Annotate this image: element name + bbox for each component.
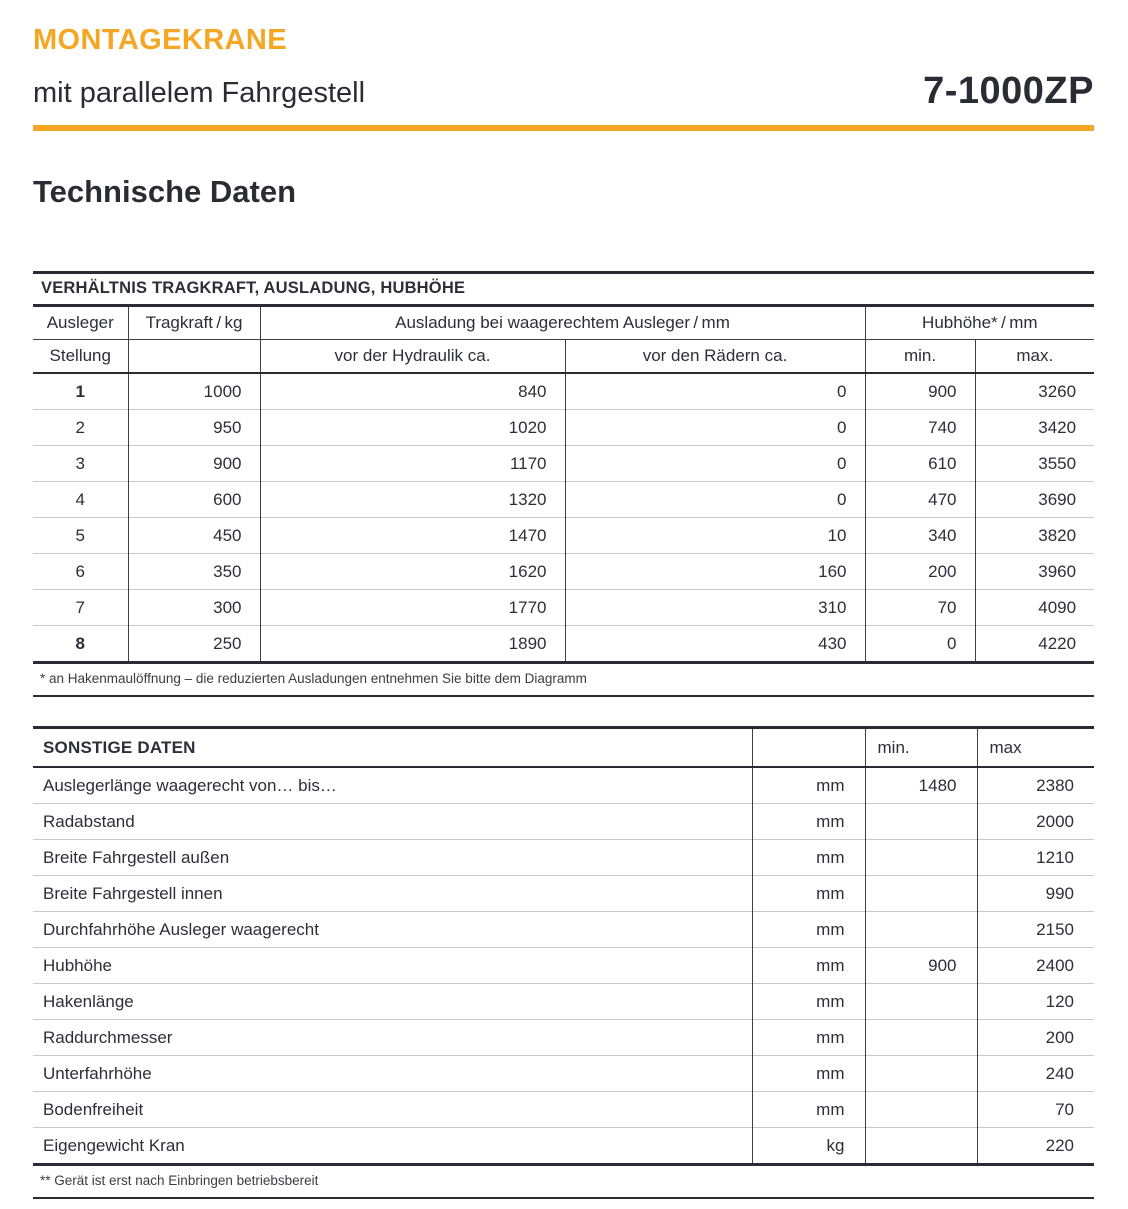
cell-tragkraft: 900: [128, 446, 260, 482]
col-header-empty: [128, 340, 260, 374]
cell-label: Auslegerlänge waagerecht von… bis…: [43, 775, 337, 795]
cell-label: Radabstand: [33, 804, 752, 840]
cell-label: Breite Fahrgestell außen: [33, 840, 752, 876]
cell-label: Raddurchmesser: [33, 1020, 752, 1056]
cell-min: [865, 1020, 977, 1056]
cell-min: [865, 1092, 977, 1128]
cell-unit: mm: [752, 948, 865, 984]
title-row: [33, 70, 1094, 113]
capacity-table-footnote: * an Hakenmaulöffnung – die reduzierten Ausladungen entnehmen Sie bitte dem Diagramm: [33, 664, 1094, 697]
cell-raeder: 0: [565, 373, 865, 410]
cell-raeder: 430: [565, 626, 865, 663]
cell-min: 610: [865, 446, 975, 482]
table-row: [33, 767, 1094, 804]
table-row: [33, 626, 1094, 663]
cell-unit: mm: [752, 1020, 865, 1056]
cell-stellung: 8: [33, 626, 128, 663]
col-header-max: max.: [975, 340, 1094, 374]
cell-label: Breite Fahrgestell innen: [33, 876, 752, 912]
cell-unit: mm: [752, 876, 865, 912]
table-row: [33, 446, 1094, 482]
product-subtitle: mit parallelem Fahrgestell: [33, 77, 366, 109]
cell-tragkraft: 950: [128, 410, 260, 446]
cell-min: 0: [865, 626, 975, 663]
cell-max: 120: [977, 984, 1094, 1020]
table-row: [33, 948, 1094, 984]
brand-title: MONTAGEKRANE: [33, 24, 287, 56]
col-header-min: min.: [865, 340, 975, 374]
cell-hydraulik: 1770: [260, 590, 565, 626]
cell-label: Unterfahrhöhe: [33, 1056, 752, 1092]
capacity-header-groups: [33, 306, 1094, 340]
cell-max: 990: [977, 876, 1094, 912]
col-header-unit-empty: [752, 728, 865, 768]
table-row: [33, 410, 1094, 446]
capacity-header-subs: [33, 340, 1094, 374]
cell-hydraulik: 840: [260, 373, 565, 410]
cell-min: [865, 1128, 977, 1165]
cell-raeder: 10: [565, 518, 865, 554]
table-row: [33, 912, 1094, 948]
cell-label: Hakenlänge: [33, 984, 752, 1020]
cell-max: 2000: [977, 804, 1094, 840]
cell-max: 4090: [975, 590, 1094, 626]
cell-unit: mm: [752, 1056, 865, 1092]
cell-max: 3420: [975, 410, 1094, 446]
cell-min: [865, 1056, 977, 1092]
cell-unit: mm: [752, 1092, 865, 1128]
cell-stellung: 2: [33, 410, 128, 446]
table-row: [33, 1128, 1094, 1165]
cell-raeder: 0: [565, 446, 865, 482]
table-row: [33, 482, 1094, 518]
col-header-hubhoehe: Hubhöhe* / mm: [865, 306, 1094, 340]
cell-stellung: 7: [33, 590, 128, 626]
cell-min: 1480: [865, 767, 977, 804]
table-row: [33, 590, 1094, 626]
cell-min: [865, 840, 977, 876]
cell-min: 740: [865, 410, 975, 446]
capacity-table-title: VERHÄLTNIS TRAGKRAFT, AUSLADUNG, HUBHÖHE: [33, 273, 1094, 306]
capacity-table-title-row: [33, 273, 1094, 306]
cell-min: 340: [865, 518, 975, 554]
cell-max: 3690: [975, 482, 1094, 518]
cell-raeder: 310: [565, 590, 865, 626]
cell-max: 240: [977, 1056, 1094, 1092]
table-row: [33, 1020, 1094, 1056]
cell-unit: mm: [752, 984, 865, 1020]
other-data-footnote: ** Gerät ist erst nach Einbringen betriebsbereit: [33, 1166, 1094, 1199]
cell-label: Eigengewicht Kran: [33, 1128, 752, 1165]
cell-unit: kg: [752, 1128, 865, 1165]
other-data-header-row: [33, 728, 1094, 768]
col-header-ausladung: Ausladung bei waagerechtem Ausleger / mm: [260, 306, 865, 340]
cell-raeder: 0: [565, 410, 865, 446]
cell-stellung: 6: [33, 554, 128, 590]
cell-max: 4220: [975, 626, 1094, 663]
cell-tragkraft: 300: [128, 590, 260, 626]
cell-label: Hubhöhe: [33, 948, 752, 984]
table-row: [33, 1092, 1094, 1128]
col-header-hydraulik: vor der Hydraulik ca.: [260, 340, 565, 374]
cell-stellung: 5: [33, 518, 128, 554]
table-row: [33, 373, 1094, 410]
col-header-min: min.: [865, 728, 977, 768]
col-header-raeder: vor den Rädern ca.: [565, 340, 865, 374]
table-row: [33, 1056, 1094, 1092]
cell-min: [865, 912, 977, 948]
cell-unit: mm: [752, 767, 865, 804]
cell-stellung: 3: [33, 446, 128, 482]
table-row: [33, 876, 1094, 912]
model-number: 7-1000ZP: [923, 70, 1094, 113]
cell-min: 900: [865, 948, 977, 984]
cell-unit: mm: [752, 840, 865, 876]
cell-unit: mm: [752, 912, 865, 948]
cell-max: 3550: [975, 446, 1094, 482]
cell-max: 1210: [977, 840, 1094, 876]
cell-max: 70: [977, 1092, 1094, 1128]
cell-min: 900: [865, 373, 975, 410]
col-header-max: max: [977, 728, 1094, 768]
table-row: [33, 554, 1094, 590]
cell-hydraulik: 1470: [260, 518, 565, 554]
cell-max: 3820: [975, 518, 1094, 554]
cell-min: 70: [865, 590, 975, 626]
cell-raeder: 160: [565, 554, 865, 590]
col-header-ausleger: Ausleger: [33, 306, 128, 340]
cell-min: [865, 984, 977, 1020]
cell-max: 2380: [977, 767, 1094, 804]
col-header-stellung: Stellung: [33, 340, 128, 374]
cell-stellung: 1: [75, 381, 85, 401]
cell-hydraulik: 1890: [260, 626, 565, 663]
cell-hydraulik: 1170: [260, 446, 565, 482]
cell-raeder: 0: [565, 482, 865, 518]
cell-hydraulik: 1620: [260, 554, 565, 590]
cell-tragkraft: 250: [128, 626, 260, 663]
datasheet-page: [0, 24, 1128, 1199]
table-row: [33, 518, 1094, 554]
cell-stellung: 4: [33, 482, 128, 518]
section-title: Technische Daten: [33, 174, 297, 210]
cell-max: 3960: [975, 554, 1094, 590]
cell-tragkraft: 450: [128, 518, 260, 554]
table-row: [33, 804, 1094, 840]
cell-hydraulik: 1020: [260, 410, 565, 446]
accent-divider: [33, 125, 1094, 131]
cell-min: 470: [865, 482, 975, 518]
cell-tragkraft: 350: [128, 554, 260, 590]
other-data-table: [33, 726, 1094, 1166]
cell-max: 200: [977, 1020, 1094, 1056]
table-row: [33, 840, 1094, 876]
cell-tragkraft: 600: [128, 482, 260, 518]
cell-label: Durchfahrhöhe Ausleger waagerecht: [33, 912, 752, 948]
table-row: [33, 984, 1094, 1020]
cell-min: 200: [865, 554, 975, 590]
cell-max: 2150: [977, 912, 1094, 948]
cell-label: Bodenfreiheit: [33, 1092, 752, 1128]
capacity-table: [33, 271, 1094, 664]
cell-tragkraft: 1000: [128, 373, 260, 410]
cell-min: [865, 804, 977, 840]
other-data-title: SONSTIGE DATEN: [33, 728, 752, 768]
cell-max: 3260: [975, 373, 1094, 410]
cell-hydraulik: 1320: [260, 482, 565, 518]
cell-min: [865, 876, 977, 912]
cell-max: 220: [977, 1128, 1094, 1165]
cell-unit: mm: [752, 804, 865, 840]
cell-max: 2400: [977, 948, 1094, 984]
col-header-tragkraft: Tragkraft / kg: [128, 306, 260, 340]
